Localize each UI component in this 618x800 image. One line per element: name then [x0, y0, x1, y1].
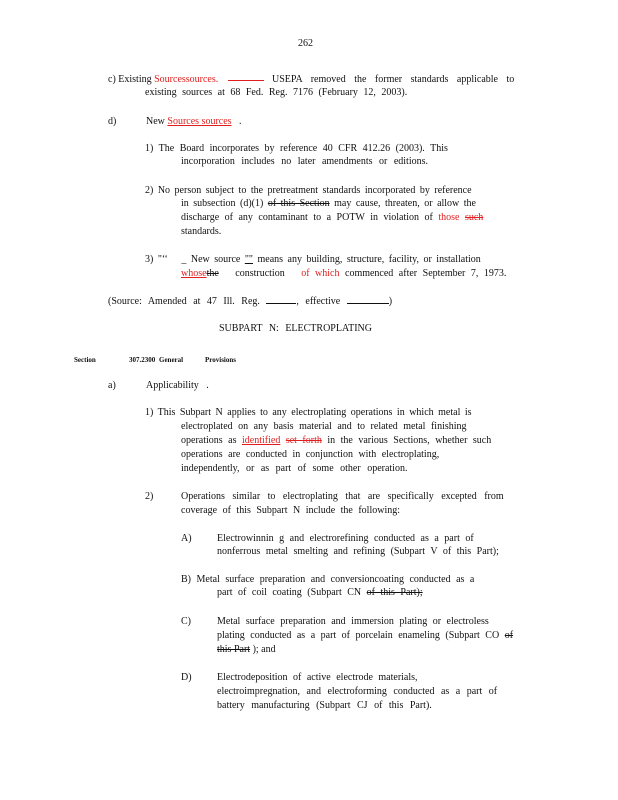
d2-strike: of this Section — [267, 198, 330, 209]
D-line3: battery manufacturing (Subpart CJ of this Part). — [217, 700, 432, 711]
a1-line3: operations as identified set forth in the various Sections, whether such — [181, 435, 492, 446]
a1-line5: independently, or as part of some other operation. — [181, 463, 408, 474]
section-title-2: Provisions — [205, 356, 236, 364]
d3-line2: whosethe construction of which commenced after September 7, 1973. — [181, 268, 507, 279]
section-number: 307.2300 — [129, 356, 156, 364]
d1-line2: incorporation includes no later amendments or editions. — [181, 156, 428, 167]
D-line1: Electrodeposition of active electrode materials, — [217, 672, 418, 683]
A-line1: Electrowinnin g and electrorefining conducted as a part of — [217, 533, 474, 544]
a1-line4: operations are conducted in conjunction with electroplating, — [181, 449, 440, 460]
source-note: (Source: Amended at 47 Ill. Reg. , effective ) — [108, 296, 393, 307]
A-line2: nonferrous metal smelting and refining (Subpart V of this Part); — [217, 546, 499, 557]
a1-line1: 1) This Subpart N applies to any electroplating operations in which metal is — [145, 407, 472, 418]
a2-line2: coverage of this Subpart N include the following: — [181, 505, 401, 516]
c-tail: USEPA removed the former standards applicable to — [272, 74, 515, 85]
d1-line1: 1) The Board incorporates by reference 40 CFR 412.26 (2003). This — [145, 143, 448, 154]
c-red-insert: Sourcessources. — [154, 74, 219, 85]
A-label: A) — [181, 533, 192, 544]
d2-strike-such: such — [464, 212, 484, 223]
c-label: c) Existing — [108, 74, 152, 85]
C-label: C) — [181, 616, 191, 627]
a2-line1: Operations similar to electroplating that are specifically excepted from — [181, 491, 504, 502]
C-strike-of: of — [504, 630, 514, 641]
a1-line2: electroplated on any basis material and to related metal finishing — [181, 421, 467, 432]
B-line1: B) Metal surface preparation and conversioncoating conducted as a — [181, 574, 475, 585]
d2-line3: discharge of any contaminant to a POTW in violation of those such — [181, 212, 484, 223]
a-title: Applicability . — [146, 380, 209, 391]
subsection-c-line2: existing sources at 68 Fed. Reg. 7176 (February 12, 2003). — [145, 87, 408, 98]
d2-line1: 2) No person subject to the pretreatment standards incorporated by reference — [145, 185, 472, 196]
d-heading — [146, 116, 242, 128]
C-line2: plating conducted as a part of porcelain enameling (Subpart CO of — [217, 630, 514, 641]
page-number: 262 — [298, 38, 313, 49]
d-new: New — [146, 116, 165, 127]
d2-line4: standards. — [181, 226, 222, 237]
section-title-1: General — [159, 356, 184, 364]
d3-line1: 3) "‘‘ _ New source "" means any building, structure, facility, or installation — [145, 254, 481, 265]
d3-red-whose: whose — [181, 268, 207, 279]
c-red-rule — [228, 80, 264, 81]
subsection-c-line1 — [108, 74, 218, 86]
C-strike-this-part: this Part — [217, 644, 251, 655]
C-line1: Metal surface preparation and immersion plating or electroless — [217, 616, 489, 627]
d-period: . — [239, 116, 242, 127]
B-line2: part of coil coating (Subpart CN of this Part); — [217, 587, 423, 598]
a1-strike-set-forth: set forth — [285, 435, 322, 446]
a1-red-identified: identified — [242, 435, 281, 446]
d3-red-of-which: of which — [301, 268, 340, 279]
subpart-heading: SUBPART N: ELECTROPLATING — [219, 323, 372, 334]
d3-strike-the: the — [206, 268, 219, 279]
section-label: Section — [74, 356, 96, 364]
d-red-sources: Sources sources — [167, 116, 232, 127]
a-label: a) — [108, 380, 116, 391]
d-label: d) — [108, 116, 117, 127]
D-line2: electroimpregnation, and electroforming conducted as a part of — [217, 686, 498, 697]
D-label: D) — [181, 672, 192, 683]
C-line3: this Part ); and — [217, 644, 276, 655]
a2-label: 2) — [145, 491, 154, 502]
d2-line2: in subsection (d)(1) of this Section may cause, threaten, or allow the — [181, 198, 476, 209]
B-strike: of this Part); — [366, 587, 423, 598]
d2-red-those: those — [438, 212, 460, 223]
